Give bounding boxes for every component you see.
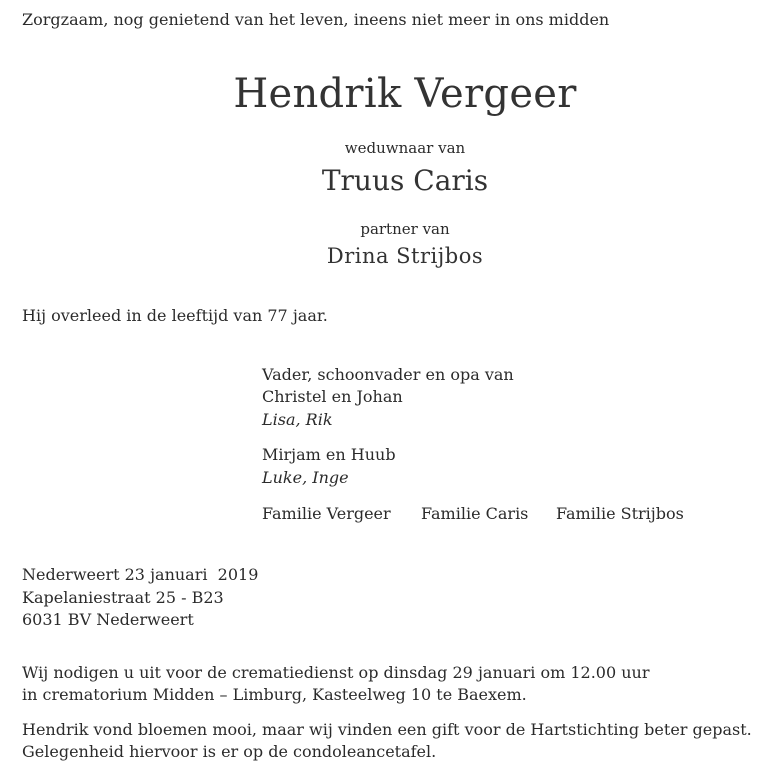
- family-name-vergeer: Familie Vergeer: [262, 504, 391, 523]
- family-children: Lisa, Rik: [262, 410, 333, 429]
- service-line: Wij nodigen u uit voor de crematiedienst op dinsdag 29 januari om 12.00 uur: [22, 663, 650, 682]
- family-name-strijbos: Familie Strijbos: [556, 504, 684, 523]
- family-name-caris: Familie Caris: [421, 504, 529, 523]
- partner-name: Drina Strijbos: [326, 244, 484, 268]
- family-intro: Vader, schoonvader en opa van: [262, 365, 514, 384]
- intro-text: Zorgzaam, nog genietend van het leven, ineens niet meer in ons midden: [22, 10, 610, 29]
- flowers-line: Hendrik vond bloemen mooi, maar wij vinden een gift voor de Hartstichting beter gepast.: [22, 720, 752, 739]
- spouse-name: Truus Caris: [321, 164, 489, 197]
- flowers-line: Gelegenheid hiervoor is er op de condoleancetafel.: [22, 742, 437, 761]
- family-children: Luke, Inge: [262, 468, 349, 487]
- family-parents: Mirjam en Huub: [262, 445, 396, 464]
- deceased-name: Hendrik Vergeer: [233, 71, 577, 117]
- street-address: Kapelaniestraat 25 - B23: [22, 588, 224, 607]
- postal-address: 6031 BV Nederweert: [22, 610, 194, 629]
- relation-partner: partner van: [360, 220, 450, 238]
- family-parents: Christel en Johan: [262, 387, 403, 406]
- service-line: in crematorium Midden – Limburg, Kasteelweg 10 te Baexem.: [22, 685, 527, 704]
- relation-widower: weduwnaar van: [344, 139, 466, 157]
- age-line: Hij overleed in de leeftijd van 77 jaar.: [22, 306, 328, 325]
- place-date: Nederweert 23 januari 2019: [22, 565, 259, 584]
